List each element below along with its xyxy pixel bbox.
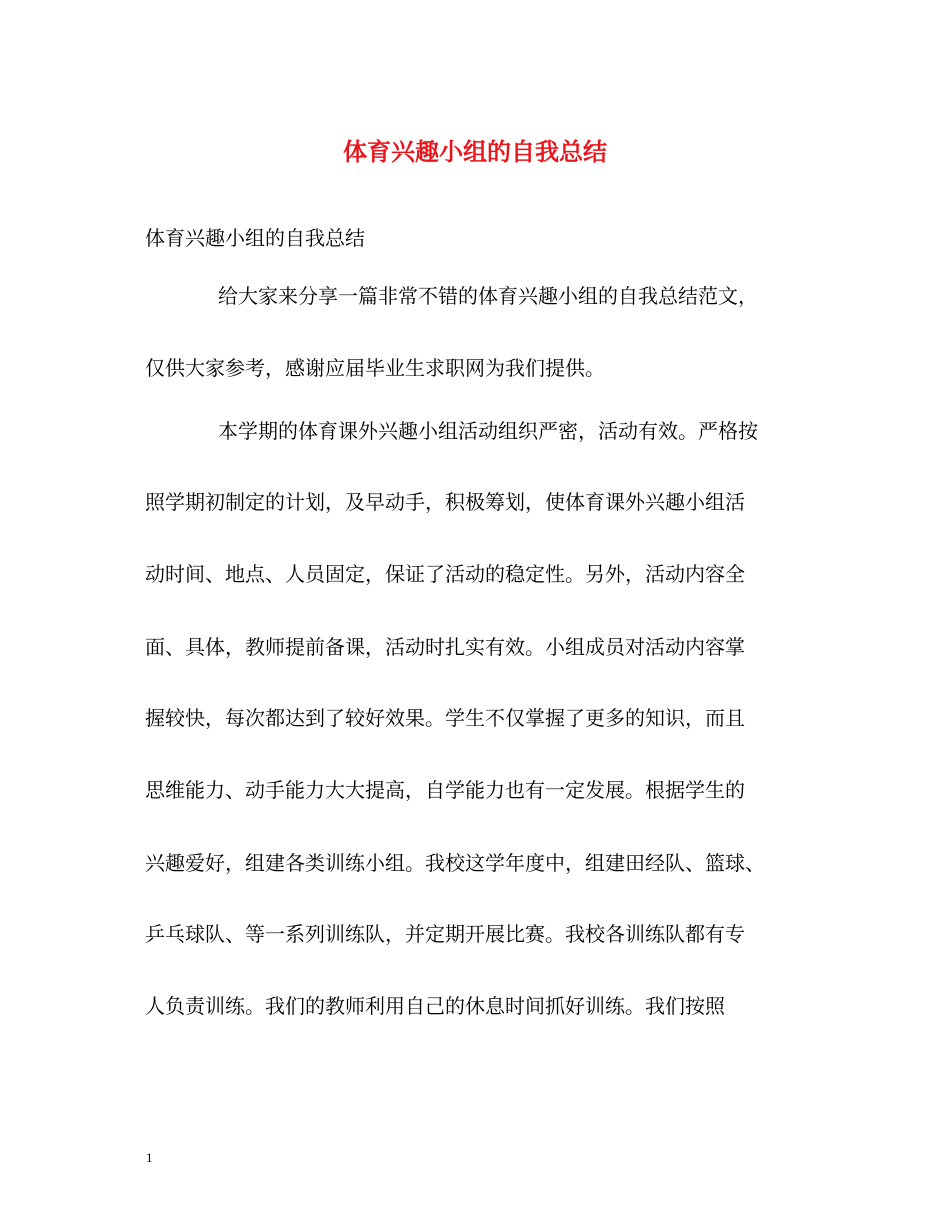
page-number: 1 <box>146 1150 153 1165</box>
paragraph-line: 思维能力、动手能力大大提高，自学能力也有一定发展。根据学生的 <box>145 778 745 802</box>
document-title: 体育兴趣小组的自我总结 <box>343 137 607 166</box>
paragraph-line: 照学期初制定的计划，及早动手，积极筹划，使体育课外兴趣小组活 <box>145 490 745 514</box>
paragraph-line: 本学期的体育课外兴趣小组活动组织严密，活动有效。严格按 <box>218 419 758 443</box>
paragraph-line: 兴趣爱好，组建各类训练小组。我校这学年度中，组建田经队、篮球、 <box>145 851 765 875</box>
paragraph-line: 人负责训练。我们的教师利用自己的休息时间抓好训练。我们按照 <box>145 994 725 1018</box>
paragraph-line: 握较快，每次都达到了较好效果。学生不仅掌握了更多的知识，而且 <box>145 706 745 730</box>
paragraph-line: 乒乓球队、等一系列训练队，并定期开展比赛。我校各训练队都有专 <box>145 922 745 946</box>
paragraph-line: 给大家来分享一篇非常不错的体育兴趣小组的自我总结范文， <box>218 284 758 308</box>
paragraph-line: 仅供大家参考，感谢应届毕业生求职网为我们提供。 <box>145 356 605 380</box>
paragraph-line: 动时间、地点、人员固定，保证了活动的稳定性。另外，活动内容全 <box>145 562 745 586</box>
document-subtitle: 体育兴趣小组的自我总结 <box>145 226 365 250</box>
paragraph-line: 面、具体，教师提前备课，活动时扎实有效。小组成员对活动内容掌 <box>145 635 745 659</box>
